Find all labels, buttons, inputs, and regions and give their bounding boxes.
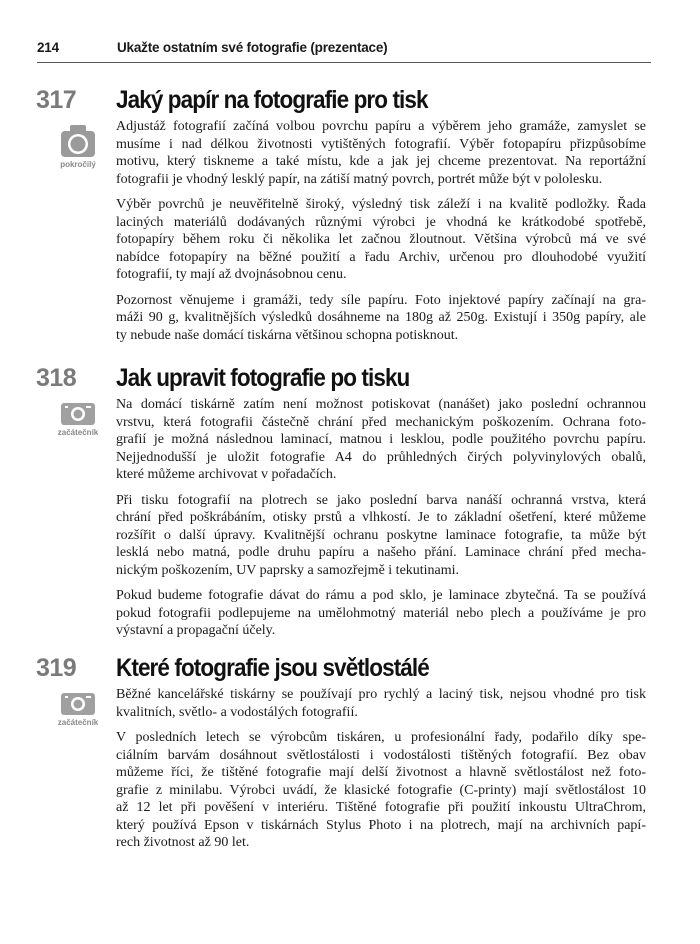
text-line: laciných materiálů dodávaných různými výrobci je vhodná ke krátkodobé spotřebě, xyxy=(116,214,646,230)
text-line: rech životnost až 90 let. xyxy=(116,835,250,850)
section-title: Které fotografie jsou světlostálé xyxy=(116,654,429,682)
text-line: až 12 let při pověšení v interiéru. Tištěné fotografie při použití inkoustu UltraChrom, xyxy=(116,800,646,815)
difficulty-label: pokročilý xyxy=(60,160,96,169)
page-number: 214 xyxy=(37,40,59,55)
section-body xyxy=(116,686,646,860)
paragraph xyxy=(116,729,646,852)
text-line: fotografií, ty mají až dvojnásobnou cenu. xyxy=(116,267,347,282)
text-line: fotopapíry během roku či několika let začnou žloutnout. Většina výrobců má ve své xyxy=(116,232,646,247)
text-line: Nejjednodušší je uložit fotografie A4 do průhledných čirých polyvinylových obalů, xyxy=(116,449,646,465)
text-line: Běžné kancelářské tiskárny se používají pro rychlý a laciný tisk, nejsou vhodné pro tisk xyxy=(116,687,646,702)
section-title: Jaký papír na fotografie pro tisk xyxy=(116,86,428,114)
paragraph xyxy=(116,396,646,484)
text-line: ty nebude naše domácí tiskárna většinou schopna potisknout. xyxy=(116,327,459,343)
text-line: pokud fotografii podlepujeme na umělohmotný materiál nebo plech a používáme je pro xyxy=(116,605,646,621)
difficulty-badge xyxy=(48,124,108,169)
text-line: chrání před poškrábáním, otisky prstů a vlhkostí. Je to základní ošetření, které můžeme xyxy=(116,510,646,525)
text-line: Adjustáž fotografií začíná volbou povrchu papíru a výběrem jeho gramáže, zamyslet se xyxy=(116,119,646,134)
text-line: grafie z minilabu. Výrobci uvádí, že klasické fotografie (C-printy) mají světlostálost 10 xyxy=(116,782,646,798)
text-line: který používá Epson v tiskárnách Stylus Photo i na plotrech, mají na archivních papí- xyxy=(116,817,646,833)
text-line: nickým poškozením, UV paprsky a samozřejmě i tekutinami. xyxy=(116,562,460,578)
text-line: nabídce fotopapíry na běžné použití a řadu Archiv, určenou pro dlouhodobé využití xyxy=(116,249,646,265)
text-line: Výběr povrchů je neuvěřitelně široký, výsledný tisk záleží i na kvalitě podložky. Řada xyxy=(116,197,646,212)
section-title: Jak upravit fotografie po tisku xyxy=(116,364,410,392)
text-line: máži 90 g, kvalitnějších výsledků dosáhneme na 180g až 250g. Existují i 350g papíry, ale xyxy=(116,310,646,325)
paragraph xyxy=(116,587,646,640)
paragraph xyxy=(116,292,646,345)
text-line: Při tisku fotografií na plotrech se jako poslední barva nanáší ochranná vrstva, která xyxy=(116,492,646,508)
text-line: rozšířit o další úpravy. Kvalitnější ochranu poskytne laminace fotografie, ta může být xyxy=(116,527,646,543)
text-line: ciálním barvám dosáhnout světlostálosti i vodostálosti tištěných fotografií. Bez obav xyxy=(116,747,646,763)
section-number: 318 xyxy=(36,364,77,392)
text-line: fotografii je vhodný lesklý papír, na zátiší matný povrch, portrét může být v pololesku. xyxy=(116,171,603,187)
section-body xyxy=(116,118,646,352)
camera-icon xyxy=(48,402,108,426)
difficulty-badge xyxy=(48,402,108,437)
running-header xyxy=(37,38,651,63)
text-line: Na domácí tiskárně zatím není možnost potiskovat (nanášet) jako poslední ochrannou xyxy=(116,397,646,412)
paragraph xyxy=(116,118,646,188)
paragraph xyxy=(116,492,646,580)
chapter-title: Ukažte ostatním své fotografie (prezentace) xyxy=(117,40,388,55)
section-body xyxy=(116,396,646,648)
text-line: můžeme říci, že tištěné fotografie mají delší životnost a hlavně světlostálost než foto- xyxy=(116,765,646,780)
text-line: výstavní a propagační účely. xyxy=(116,623,276,638)
difficulty-label: začátečník xyxy=(57,428,99,437)
paragraph xyxy=(116,196,646,284)
text-line: Pozornost věnujeme i gramáži, tedy síle papíru. Foto injektové papíry začínají na gra- xyxy=(116,292,646,308)
text-line: které můžeme archivovat v pořadačích. xyxy=(116,467,337,482)
text-line: V posledních letech se výrobcům tiskáren, u profesionální řady, podařilo díky spe- xyxy=(116,730,646,745)
section-number: 317 xyxy=(36,86,77,114)
text-line: Pokud budeme fotografie dávat do rámu a pod sklo, je laminace zbytečná. Ta se používá xyxy=(116,588,646,603)
text-line: lesklá nebo matná, podle druhu papíru a našeho přání. Laminace chrání před mecha- xyxy=(116,545,646,560)
text-line: vrstvu, která fotografii částečně chrání před mechanickým poškozením. Ochrana foto- xyxy=(116,414,646,430)
text-line: musíme i nad délkou životnosti vytištěných fotografií. Výběr fotopapíru přizpůsobíme xyxy=(116,136,646,152)
text-line: grafií je možná následnou laminací, matnou i lesklou, podle použitého povrchu papíru. xyxy=(116,432,646,447)
section-number: 319 xyxy=(36,654,77,682)
difficulty-label: začátečník xyxy=(57,718,99,727)
camera-icon xyxy=(48,692,108,716)
text-line: kvalitních, světlo- a vodostálých fotografií. xyxy=(116,704,358,720)
paragraph xyxy=(116,686,646,721)
text-line: motivu, který tiskneme a také místu, kde a jak jej chceme prezentovat. Na reportážní xyxy=(116,154,646,169)
camera-icon xyxy=(48,124,108,158)
difficulty-badge xyxy=(48,692,108,727)
